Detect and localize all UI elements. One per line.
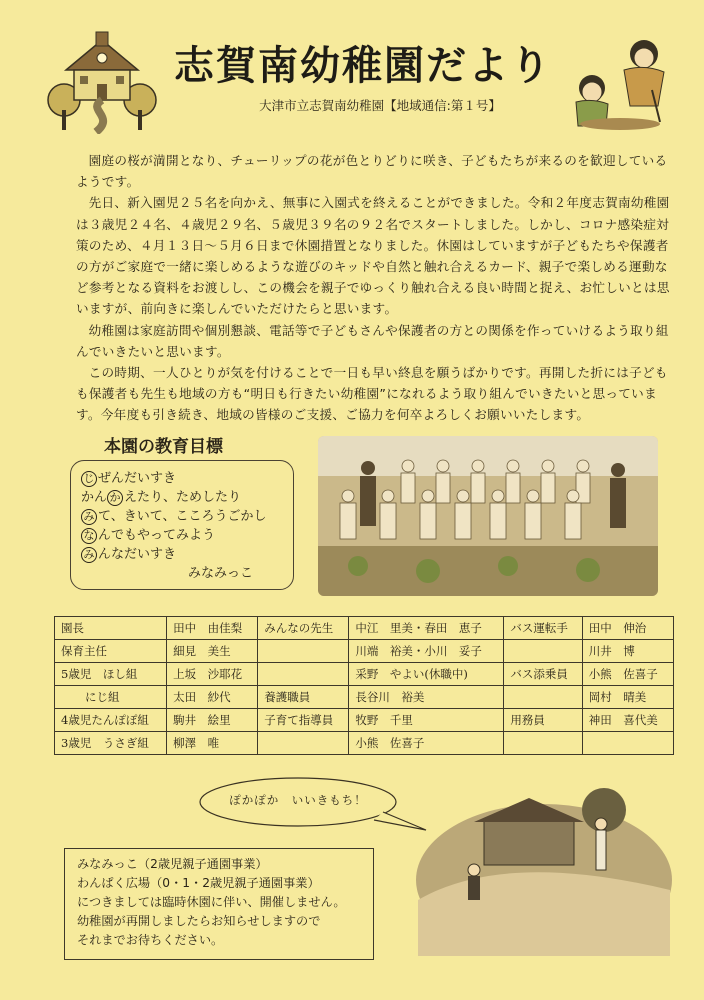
newsletter-title: 志賀南幼稚園だより (174, 43, 552, 89)
goals-signature: みなみっこ (187, 566, 253, 581)
speech-bubble (198, 772, 428, 844)
table-row: 園長 田中 由佳梨 みんなの先生 中江 里美・春田 恵子 バス運転手 田中 伸治 (55, 617, 674, 640)
table-row: 5歳児 ほし組 上坂 沙耶花 采野 やよい(休職中) バス添乗員 小熊 佐喜子 (55, 663, 674, 686)
paragraph: 園庭の桜が満開となり、チューリップの花が色とりどりに咲き、子どもたちが来るのを歓迎しているようです。 (76, 153, 668, 190)
goal-line: み んなだいすき (81, 545, 283, 564)
table-row: にじ組 太田 紗代 養護職員 長谷川 裕美 岡村 晴美 (55, 686, 674, 709)
greeting-text (76, 150, 680, 426)
paragraph: この時期、一人ひとりが気を付けることで一日も早い終息を願うばかりです。再開した折には子どもも保護者も先生も地域の方も“明日も行きたい幼稚園”になれるよう取り組んでいきたいと思っています。今年度も引き続き、地域の皆様のご支援、ご協力を何卒よろしくお願いいたします。 (76, 365, 668, 423)
education-goals-box (70, 460, 294, 590)
goal-line: かん か えたり、ためしたり (81, 490, 242, 505)
table-row: 3歳児 うさぎ組 柳澤 唯 小熊 佐喜子 (55, 732, 674, 755)
notice-line: みなみっこ（2歳児親子通園事業） (77, 857, 268, 871)
notice-line: わんぱく広場（0・1・2歳児親子通園事業） (77, 876, 320, 890)
table-row: 保育主任 細見 美生 川端 裕美・小川 妥子 川井 博 (55, 640, 674, 663)
goal-line: じ ぜんだいすき (81, 469, 283, 488)
notice-line: 幼稚園が再開しましたらお知らせしますので (77, 914, 321, 928)
goal-line: な んでもやってみよう (81, 526, 283, 545)
school-building-icon (46, 30, 158, 134)
newsletter-subtitle: 大津市立志賀南幼稚園【地域通信:第１号】 (259, 98, 501, 113)
staff-table (54, 616, 674, 755)
goal-line: み て、きいて、こころうごかし (81, 507, 283, 526)
education-goals-heading: 本園の教育目標 (104, 437, 223, 457)
paragraph: 先日、新入園児２５名を向かえ、無事に入園式を終えることができました。令和２年度志賀南幼稚園は３歳児２４名、４歳児２９名、５歳児３９名の９２名でスタートしました。しかし、コロナ感染症対策のため、４月１３日～５月６日まで休園措置となりました。休園はしていますが子どもたちや保護者の方がご家庭で一緒に楽しめるような遊びのキッドや自然と触れ合えるカード、親子で楽しめる運動など参考となる資料をお渡しし、この機会を親子でゆっくり触れ合える良い時間と捉え、お忙しいとは思いますが、前向きに楽しんでいただけたらと思います。 (76, 195, 670, 317)
paragraph: 幼稚園は家庭訪問や個別懇談、電話等で子どもさんや保護者の方との関係を作っていけるよう取り組んでいきたいと思います。 (76, 322, 669, 359)
table-row: 4歳児たんぽぽ組 駒井 絵里 子育て指導員 牧野 千里 用務員 神田 喜代美 (55, 709, 674, 732)
staff-group-photo (318, 436, 658, 596)
notice-box (64, 848, 374, 960)
speech-bubble-shape (198, 772, 428, 844)
garden-photo (414, 780, 674, 956)
notice-line: それまでお待ちください。 (77, 933, 224, 947)
speech-bubble-text: ぽかぽか いいきもち！ (229, 793, 367, 807)
children-digging-icon (560, 36, 672, 130)
notice-line: につきましては臨時休園に伴い、開催しません。 (77, 895, 346, 909)
